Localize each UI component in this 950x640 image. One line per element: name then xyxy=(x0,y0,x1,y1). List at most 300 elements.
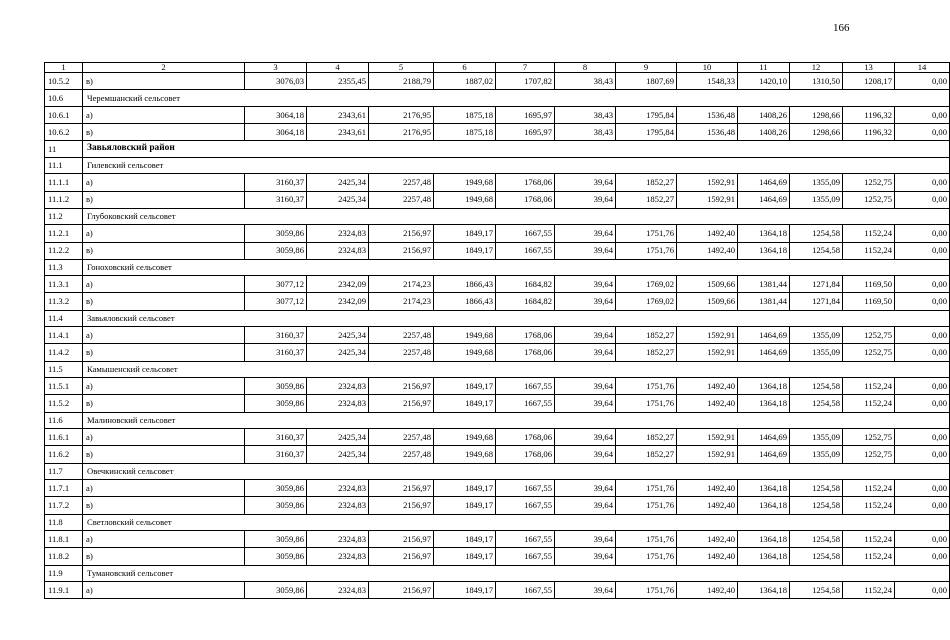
section-row xyxy=(45,463,950,480)
value-cell: 1852,27 xyxy=(616,174,677,191)
row-code: 11.4.1 xyxy=(45,327,83,344)
value-cell: 1464,69 xyxy=(738,344,790,361)
value-cell: 38,43 xyxy=(555,73,616,90)
value-cell: 1464,69 xyxy=(738,191,790,208)
row-code: 10.6.1 xyxy=(45,106,83,123)
row-code: 11.1.1 xyxy=(45,174,83,191)
value-cell: 1492,40 xyxy=(677,395,738,412)
table-row xyxy=(45,225,950,242)
value-cell: 1875,18 xyxy=(434,106,496,123)
value-cell: 0,00 xyxy=(895,242,950,259)
value-cell: 0,00 xyxy=(895,174,950,191)
value-cell: 1751,76 xyxy=(616,395,677,412)
value-cell: 2156,97 xyxy=(369,242,434,259)
value-cell: 1254,58 xyxy=(790,395,843,412)
section-row xyxy=(45,310,950,327)
value-cell: 1271,84 xyxy=(790,276,843,293)
value-cell: 1548,33 xyxy=(677,73,738,90)
row-label: а) xyxy=(83,480,245,497)
value-cell: 1667,55 xyxy=(496,225,555,242)
value-cell: 1254,58 xyxy=(790,582,843,599)
table-row xyxy=(45,106,950,123)
value-cell: 39,64 xyxy=(555,531,616,548)
row-code: 11 xyxy=(45,141,83,158)
value-cell: 1751,76 xyxy=(616,531,677,548)
column-number: 4 xyxy=(307,63,369,73)
value-cell: 0,00 xyxy=(895,191,950,208)
value-cell: 1887,02 xyxy=(434,73,496,90)
value-cell: 0,00 xyxy=(895,225,950,242)
value-cell: 0,00 xyxy=(895,582,950,599)
value-cell: 1492,40 xyxy=(677,548,738,565)
value-cell: 1751,76 xyxy=(616,480,677,497)
table-row xyxy=(45,191,950,208)
value-cell: 1355,09 xyxy=(790,191,843,208)
value-cell: 3059,86 xyxy=(245,242,307,259)
value-cell: 1464,69 xyxy=(738,446,790,463)
value-cell: 1492,40 xyxy=(677,242,738,259)
value-cell: 39,64 xyxy=(555,276,616,293)
section-row xyxy=(45,259,950,276)
value-cell: 3059,86 xyxy=(245,395,307,412)
value-cell: 1492,40 xyxy=(677,480,738,497)
council-name: Малиновский сельсовет xyxy=(83,412,950,429)
row-code: 11.6.2 xyxy=(45,446,83,463)
column-number: 8 xyxy=(555,63,616,73)
value-cell: 3064,18 xyxy=(245,106,307,123)
district-name: Завьяловский район xyxy=(83,141,950,158)
row-code: 11.7.1 xyxy=(45,480,83,497)
value-cell: 1695,97 xyxy=(496,123,555,140)
column-number: 5 xyxy=(369,63,434,73)
value-cell: 1667,55 xyxy=(496,497,555,514)
value-cell: 1310,50 xyxy=(790,73,843,90)
value-cell: 1751,76 xyxy=(616,242,677,259)
tariff-table xyxy=(44,62,950,599)
value-cell: 1849,17 xyxy=(434,225,496,242)
value-cell: 1364,18 xyxy=(738,225,790,242)
value-cell: 1592,91 xyxy=(677,327,738,344)
value-cell: 1252,75 xyxy=(843,446,895,463)
column-number-row xyxy=(45,63,950,73)
row-code: 11.8.2 xyxy=(45,548,83,565)
value-cell: 1866,43 xyxy=(434,293,496,310)
value-cell: 2425,34 xyxy=(307,344,369,361)
value-cell: 1768,06 xyxy=(496,174,555,191)
value-cell: 39,64 xyxy=(555,446,616,463)
council-name: Камышенский сельсовет xyxy=(83,361,950,378)
row-code: 11.8 xyxy=(45,514,83,531)
value-cell: 1949,68 xyxy=(434,191,496,208)
value-cell: 39,64 xyxy=(555,242,616,259)
value-cell: 1795,84 xyxy=(616,106,677,123)
value-cell: 3059,86 xyxy=(245,225,307,242)
table-row xyxy=(45,497,950,514)
section-row xyxy=(45,90,950,107)
table-row xyxy=(45,582,950,599)
value-cell: 1852,27 xyxy=(616,446,677,463)
value-cell: 1849,17 xyxy=(434,582,496,599)
value-cell: 3077,12 xyxy=(245,293,307,310)
row-label: а) xyxy=(83,531,245,548)
value-cell: 1364,18 xyxy=(738,582,790,599)
value-cell: 2342,09 xyxy=(307,293,369,310)
value-cell: 1254,58 xyxy=(790,480,843,497)
value-cell: 1364,18 xyxy=(738,548,790,565)
value-cell: 1420,10 xyxy=(738,73,790,90)
value-cell: 2355,45 xyxy=(307,73,369,90)
row-code: 11.3.1 xyxy=(45,276,83,293)
value-cell: 1408,26 xyxy=(738,123,790,140)
value-cell: 39,64 xyxy=(555,293,616,310)
value-cell: 1592,91 xyxy=(677,446,738,463)
value-cell: 1849,17 xyxy=(434,378,496,395)
value-cell: 1254,58 xyxy=(790,497,843,514)
value-cell: 1849,17 xyxy=(434,395,496,412)
value-cell: 0,00 xyxy=(895,548,950,565)
value-cell: 1254,58 xyxy=(790,242,843,259)
value-cell: 0,00 xyxy=(895,497,950,514)
row-code: 11.1.2 xyxy=(45,191,83,208)
row-label: а) xyxy=(83,327,245,344)
row-label: а) xyxy=(83,582,245,599)
table-row xyxy=(45,276,950,293)
column-number: 9 xyxy=(616,63,677,73)
row-code: 11.6 xyxy=(45,412,83,429)
value-cell: 1169,50 xyxy=(843,276,895,293)
value-cell: 1271,84 xyxy=(790,293,843,310)
value-cell: 2342,09 xyxy=(307,276,369,293)
value-cell: 3160,37 xyxy=(245,429,307,446)
value-cell: 2156,97 xyxy=(369,378,434,395)
value-cell: 1667,55 xyxy=(496,548,555,565)
row-code: 11.5 xyxy=(45,361,83,378)
table-row xyxy=(45,293,950,310)
value-cell: 3160,37 xyxy=(245,174,307,191)
section-row xyxy=(45,565,950,582)
value-cell: 1464,69 xyxy=(738,174,790,191)
value-cell: 1667,55 xyxy=(496,582,555,599)
column-number: 11 xyxy=(738,63,790,73)
value-cell: 38,43 xyxy=(555,123,616,140)
row-code: 11.7 xyxy=(45,463,83,480)
row-code: 11.3.2 xyxy=(45,293,83,310)
value-cell: 2176,95 xyxy=(369,123,434,140)
value-cell: 1252,75 xyxy=(843,327,895,344)
value-cell: 1408,26 xyxy=(738,106,790,123)
value-cell: 2425,34 xyxy=(307,429,369,446)
table-row xyxy=(45,395,950,412)
table-body xyxy=(45,63,950,599)
value-cell: 2324,83 xyxy=(307,582,369,599)
column-number: 10 xyxy=(677,63,738,73)
column-number: 1 xyxy=(45,63,83,73)
value-cell: 0,00 xyxy=(895,276,950,293)
row-code: 11.6.1 xyxy=(45,429,83,446)
value-cell: 1196,32 xyxy=(843,123,895,140)
value-cell: 1795,84 xyxy=(616,123,677,140)
value-cell: 0,00 xyxy=(895,378,950,395)
row-label: а) xyxy=(83,378,245,395)
value-cell: 1254,58 xyxy=(790,225,843,242)
row-code: 11.8.1 xyxy=(45,531,83,548)
value-cell: 1196,32 xyxy=(843,106,895,123)
value-cell: 1464,69 xyxy=(738,429,790,446)
value-cell: 3059,86 xyxy=(245,378,307,395)
value-cell: 1751,76 xyxy=(616,225,677,242)
value-cell: 1852,27 xyxy=(616,327,677,344)
value-cell: 39,64 xyxy=(555,327,616,344)
value-cell: 1684,82 xyxy=(496,276,555,293)
value-cell: 1254,58 xyxy=(790,531,843,548)
value-cell: 1751,76 xyxy=(616,497,677,514)
value-cell: 1949,68 xyxy=(434,344,496,361)
value-cell: 39,64 xyxy=(555,174,616,191)
table-row xyxy=(45,548,950,565)
value-cell: 1252,75 xyxy=(843,429,895,446)
value-cell: 0,00 xyxy=(895,480,950,497)
value-cell: 1592,91 xyxy=(677,344,738,361)
value-cell: 1875,18 xyxy=(434,123,496,140)
row-code: 11.1 xyxy=(45,157,83,174)
council-name: Овечкинский сельсовет xyxy=(83,463,950,480)
value-cell: 0,00 xyxy=(895,293,950,310)
table-row xyxy=(45,378,950,395)
value-cell: 1849,17 xyxy=(434,548,496,565)
value-cell: 2324,83 xyxy=(307,225,369,242)
value-cell: 3160,37 xyxy=(245,446,307,463)
value-cell: 1254,58 xyxy=(790,378,843,395)
value-cell: 1849,17 xyxy=(434,531,496,548)
value-cell: 1509,66 xyxy=(677,276,738,293)
value-cell: 2176,95 xyxy=(369,106,434,123)
value-cell: 1667,55 xyxy=(496,395,555,412)
column-number: 12 xyxy=(790,63,843,73)
value-cell: 1364,18 xyxy=(738,378,790,395)
value-cell: 3059,86 xyxy=(245,497,307,514)
value-cell: 0,00 xyxy=(895,429,950,446)
value-cell: 2425,34 xyxy=(307,174,369,191)
value-cell: 3059,86 xyxy=(245,582,307,599)
value-cell: 1464,69 xyxy=(738,327,790,344)
section-row xyxy=(45,141,950,158)
value-cell: 2343,61 xyxy=(307,106,369,123)
value-cell: 1152,24 xyxy=(843,582,895,599)
council-name: Гонохoвский сельсовет xyxy=(83,259,950,276)
value-cell: 2156,97 xyxy=(369,225,434,242)
row-code: 11.4.2 xyxy=(45,344,83,361)
value-cell: 1298,66 xyxy=(790,106,843,123)
value-cell: 1208,17 xyxy=(843,73,895,90)
value-cell: 1355,09 xyxy=(790,344,843,361)
table-row xyxy=(45,242,950,259)
value-cell: 2425,34 xyxy=(307,446,369,463)
value-cell: 1492,40 xyxy=(677,582,738,599)
value-cell: 2156,97 xyxy=(369,531,434,548)
value-cell: 1509,66 xyxy=(677,293,738,310)
column-number: 6 xyxy=(434,63,496,73)
table-row xyxy=(45,429,950,446)
row-label: в) xyxy=(83,191,245,208)
value-cell: 1849,17 xyxy=(434,242,496,259)
value-cell: 1364,18 xyxy=(738,480,790,497)
value-cell: 1768,06 xyxy=(496,344,555,361)
value-cell: 2324,83 xyxy=(307,531,369,548)
table-row xyxy=(45,344,950,361)
value-cell: 0,00 xyxy=(895,531,950,548)
value-cell: 1169,50 xyxy=(843,293,895,310)
value-cell: 2174,23 xyxy=(369,293,434,310)
value-cell: 2257,48 xyxy=(369,191,434,208)
value-cell: 1667,55 xyxy=(496,242,555,259)
value-cell: 1152,24 xyxy=(843,531,895,548)
row-code: 10.5.2 xyxy=(45,73,83,90)
value-cell: 1768,06 xyxy=(496,446,555,463)
value-cell: 0,00 xyxy=(895,73,950,90)
value-cell: 1949,68 xyxy=(434,327,496,344)
value-cell: 1492,40 xyxy=(677,378,738,395)
council-name: Завьяловский сельсовет xyxy=(83,310,950,327)
column-number: 13 xyxy=(843,63,895,73)
council-name: Черемшанский сельсовет xyxy=(83,90,950,107)
value-cell: 2324,83 xyxy=(307,497,369,514)
value-cell: 39,64 xyxy=(555,582,616,599)
value-cell: 0,00 xyxy=(895,446,950,463)
value-cell: 2425,34 xyxy=(307,327,369,344)
value-cell: 39,64 xyxy=(555,191,616,208)
value-cell: 2324,83 xyxy=(307,480,369,497)
row-label: в) xyxy=(83,344,245,361)
value-cell: 1381,44 xyxy=(738,276,790,293)
value-cell: 1751,76 xyxy=(616,582,677,599)
row-label: а) xyxy=(83,106,245,123)
value-cell: 3077,12 xyxy=(245,276,307,293)
value-cell: 1252,75 xyxy=(843,344,895,361)
table-row xyxy=(45,174,950,191)
value-cell: 1152,24 xyxy=(843,548,895,565)
value-cell: 39,64 xyxy=(555,480,616,497)
value-cell: 1492,40 xyxy=(677,225,738,242)
value-cell: 1492,40 xyxy=(677,497,738,514)
table-row xyxy=(45,446,950,463)
table-row xyxy=(45,123,950,140)
value-cell: 1768,06 xyxy=(496,191,555,208)
value-cell: 2324,83 xyxy=(307,242,369,259)
value-cell: 1768,06 xyxy=(496,429,555,446)
value-cell: 1768,06 xyxy=(496,327,555,344)
value-cell: 1355,09 xyxy=(790,174,843,191)
value-cell: 2257,48 xyxy=(369,446,434,463)
value-cell: 1252,75 xyxy=(843,191,895,208)
value-cell: 1592,91 xyxy=(677,191,738,208)
table-row xyxy=(45,327,950,344)
value-cell: 1852,27 xyxy=(616,191,677,208)
value-cell: 1849,17 xyxy=(434,497,496,514)
value-cell: 1355,09 xyxy=(790,327,843,344)
value-cell: 1866,43 xyxy=(434,276,496,293)
value-cell: 1536,48 xyxy=(677,106,738,123)
value-cell: 39,64 xyxy=(555,344,616,361)
value-cell: 0,00 xyxy=(895,106,950,123)
section-row xyxy=(45,361,950,378)
value-cell: 3160,37 xyxy=(245,191,307,208)
council-name: Тумановский сельсовет xyxy=(83,565,950,582)
row-code: 11.2 xyxy=(45,208,83,225)
row-label: в) xyxy=(83,73,245,90)
value-cell: 39,64 xyxy=(555,225,616,242)
value-cell: 1152,24 xyxy=(843,225,895,242)
value-cell: 2156,97 xyxy=(369,497,434,514)
value-cell: 1364,18 xyxy=(738,531,790,548)
value-cell: 2257,48 xyxy=(369,344,434,361)
value-cell: 38,43 xyxy=(555,106,616,123)
value-cell: 1807,69 xyxy=(616,73,677,90)
column-number: 7 xyxy=(496,63,555,73)
row-label: в) xyxy=(83,497,245,514)
council-name: Гилевский сельсовет xyxy=(83,157,950,174)
row-code: 10.6.2 xyxy=(45,123,83,140)
row-label: в) xyxy=(83,548,245,565)
value-cell: 1592,91 xyxy=(677,429,738,446)
value-cell: 1492,40 xyxy=(677,531,738,548)
value-cell: 2257,48 xyxy=(369,327,434,344)
council-name: Светловский сельсовет xyxy=(83,514,950,531)
value-cell: 1684,82 xyxy=(496,293,555,310)
table-row xyxy=(45,480,950,497)
value-cell: 1667,55 xyxy=(496,480,555,497)
value-cell: 1298,66 xyxy=(790,123,843,140)
value-cell: 1949,68 xyxy=(434,446,496,463)
table-row xyxy=(45,73,950,90)
value-cell: 1949,68 xyxy=(434,174,496,191)
row-code: 11.9 xyxy=(45,565,83,582)
value-cell: 1152,24 xyxy=(843,242,895,259)
value-cell: 39,64 xyxy=(555,378,616,395)
row-code: 10.6 xyxy=(45,90,83,107)
value-cell: 1769,02 xyxy=(616,276,677,293)
value-cell: 3059,86 xyxy=(245,480,307,497)
value-cell: 2257,48 xyxy=(369,174,434,191)
column-number: 2 xyxy=(83,63,245,73)
row-code: 11.2.2 xyxy=(45,242,83,259)
value-cell: 1852,27 xyxy=(616,344,677,361)
value-cell: 1852,27 xyxy=(616,429,677,446)
value-cell: 1254,58 xyxy=(790,548,843,565)
value-cell: 1769,02 xyxy=(616,293,677,310)
value-cell: 1152,24 xyxy=(843,497,895,514)
value-cell: 3160,37 xyxy=(245,344,307,361)
value-cell: 0,00 xyxy=(895,327,950,344)
value-cell: 2174,23 xyxy=(369,276,434,293)
row-label: в) xyxy=(83,395,245,412)
row-code: 11.7.2 xyxy=(45,497,83,514)
value-cell: 1592,91 xyxy=(677,174,738,191)
value-cell: 1707,82 xyxy=(496,73,555,90)
value-cell: 1695,97 xyxy=(496,106,555,123)
value-cell: 1355,09 xyxy=(790,446,843,463)
value-cell: 39,64 xyxy=(555,548,616,565)
value-cell: 1536,48 xyxy=(677,123,738,140)
value-cell: 2257,48 xyxy=(369,429,434,446)
value-cell: 1667,55 xyxy=(496,531,555,548)
row-label: в) xyxy=(83,293,245,310)
value-cell: 2156,97 xyxy=(369,480,434,497)
column-number: 3 xyxy=(245,63,307,73)
value-cell: 39,64 xyxy=(555,429,616,446)
row-code: 11.5.2 xyxy=(45,395,83,412)
value-cell: 1364,18 xyxy=(738,395,790,412)
row-code: 11.4 xyxy=(45,310,83,327)
